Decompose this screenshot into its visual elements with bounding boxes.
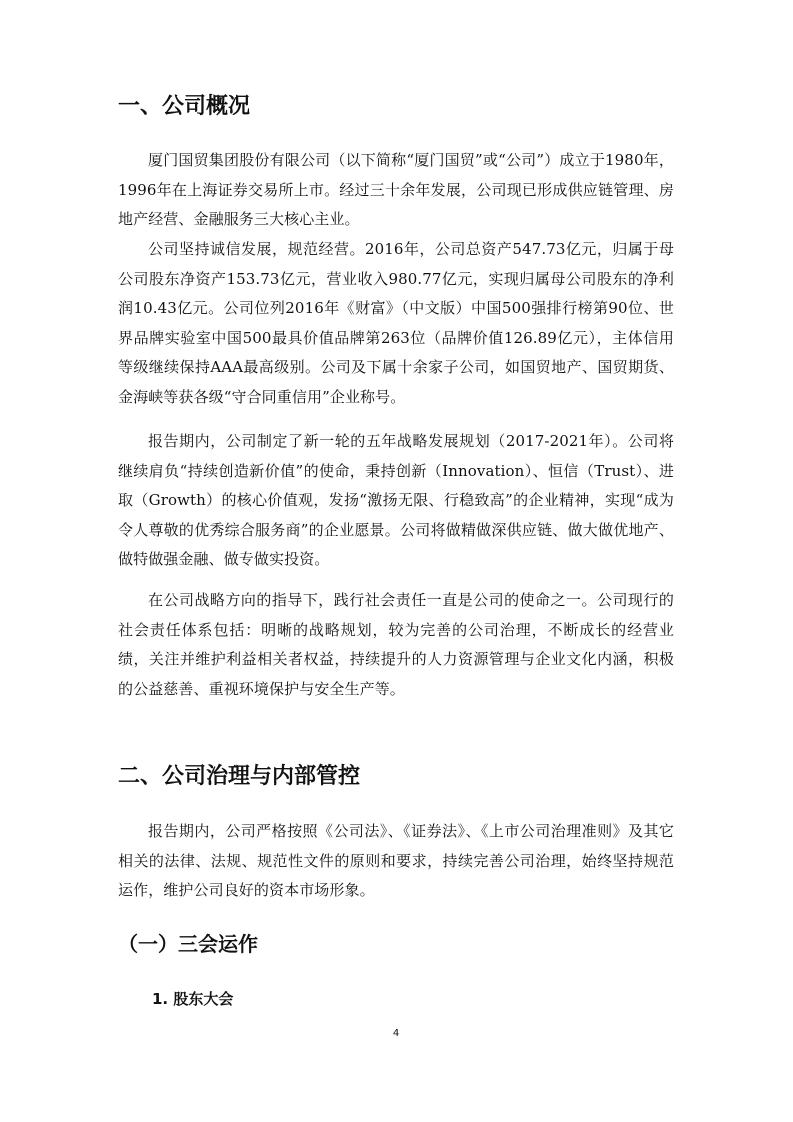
paragraph-financial-summary: 公司坚持诚信发展，规范经营。2016年，公司总资产547.73亿元，归属于母公司股东净资产153.73亿元，营业收入980.77亿元，实现归属母公司股东的净利润10.43亿元。公司位列2016年《财富》（中文版）中国500强排行榜第90位、世界品牌实验室中国500最具价值品牌第263位（品牌价值126.89亿元），主体信用等级继续保持AAA最高级别。公司及下属十余家子公司，如国贸地产、国贸期货、金海峡等获各级“守合同重信用”企业称号。 — [118, 240, 674, 406]
paragraph-strategy-plan: 报告期内，公司制定了新一轮的五年战略发展规划（2017-2021年）。公司将继续肩负“持续创造新价值”的使命，秉持创新（Innovation）、恒信（Trust）、进取（Growth）的核心价值观，发扬“激扬无限、行稳致高”的企业精神，实现“成为令人尊敬的优秀综合服务商”的企业愿景。公司将做精做深供应链、做大做优地产、做特做强金融、做专做实投资。 — [118, 432, 674, 568]
paragraph-company-intro: 厦门国贸集团股份有限公司（以下简称“厦门国贸”或“公司”）成立于1980年，1996年在上海证券交易所上市。经过三十余年发展，公司现已形成供应链管理、房地产经营、金融服务三大核心主业。 — [118, 151, 674, 228]
subsection-heading-three-meetings: （一）三会运作 — [118, 932, 258, 956]
page-number: 4 — [392, 1028, 400, 1039]
subsubsection-heading-shareholders-meeting: 1. 股东大会 — [152, 990, 234, 1008]
section-heading-company-overview: 一、公司概况 — [118, 94, 251, 119]
section-heading-corporate-governance: 二、公司治理与内部管控 — [118, 764, 361, 789]
paragraph-governance-intro: 报告期内，公司严格按照《公司法》、《证券法》、《上市公司治理准则》及其它相关的法律、法规、规范性文件的原则和要求，持续完善公司治理，始终坚持规范运作，维护公司良好的资本市场形象。 — [118, 822, 674, 899]
paragraph-social-responsibility: 在公司战略方向的指导下，践行社会责任一直是公司的使命之一。公司现行的社会责任体系包括：明晰的战略规划，较为完善的公司治理，不断成长的经营业绩，关注并维护利益相关者权益，持续提升的人力资源管理与企业文化内涵，积极的公益慈善、重视环境保护与安全生产等。 — [118, 591, 674, 698]
